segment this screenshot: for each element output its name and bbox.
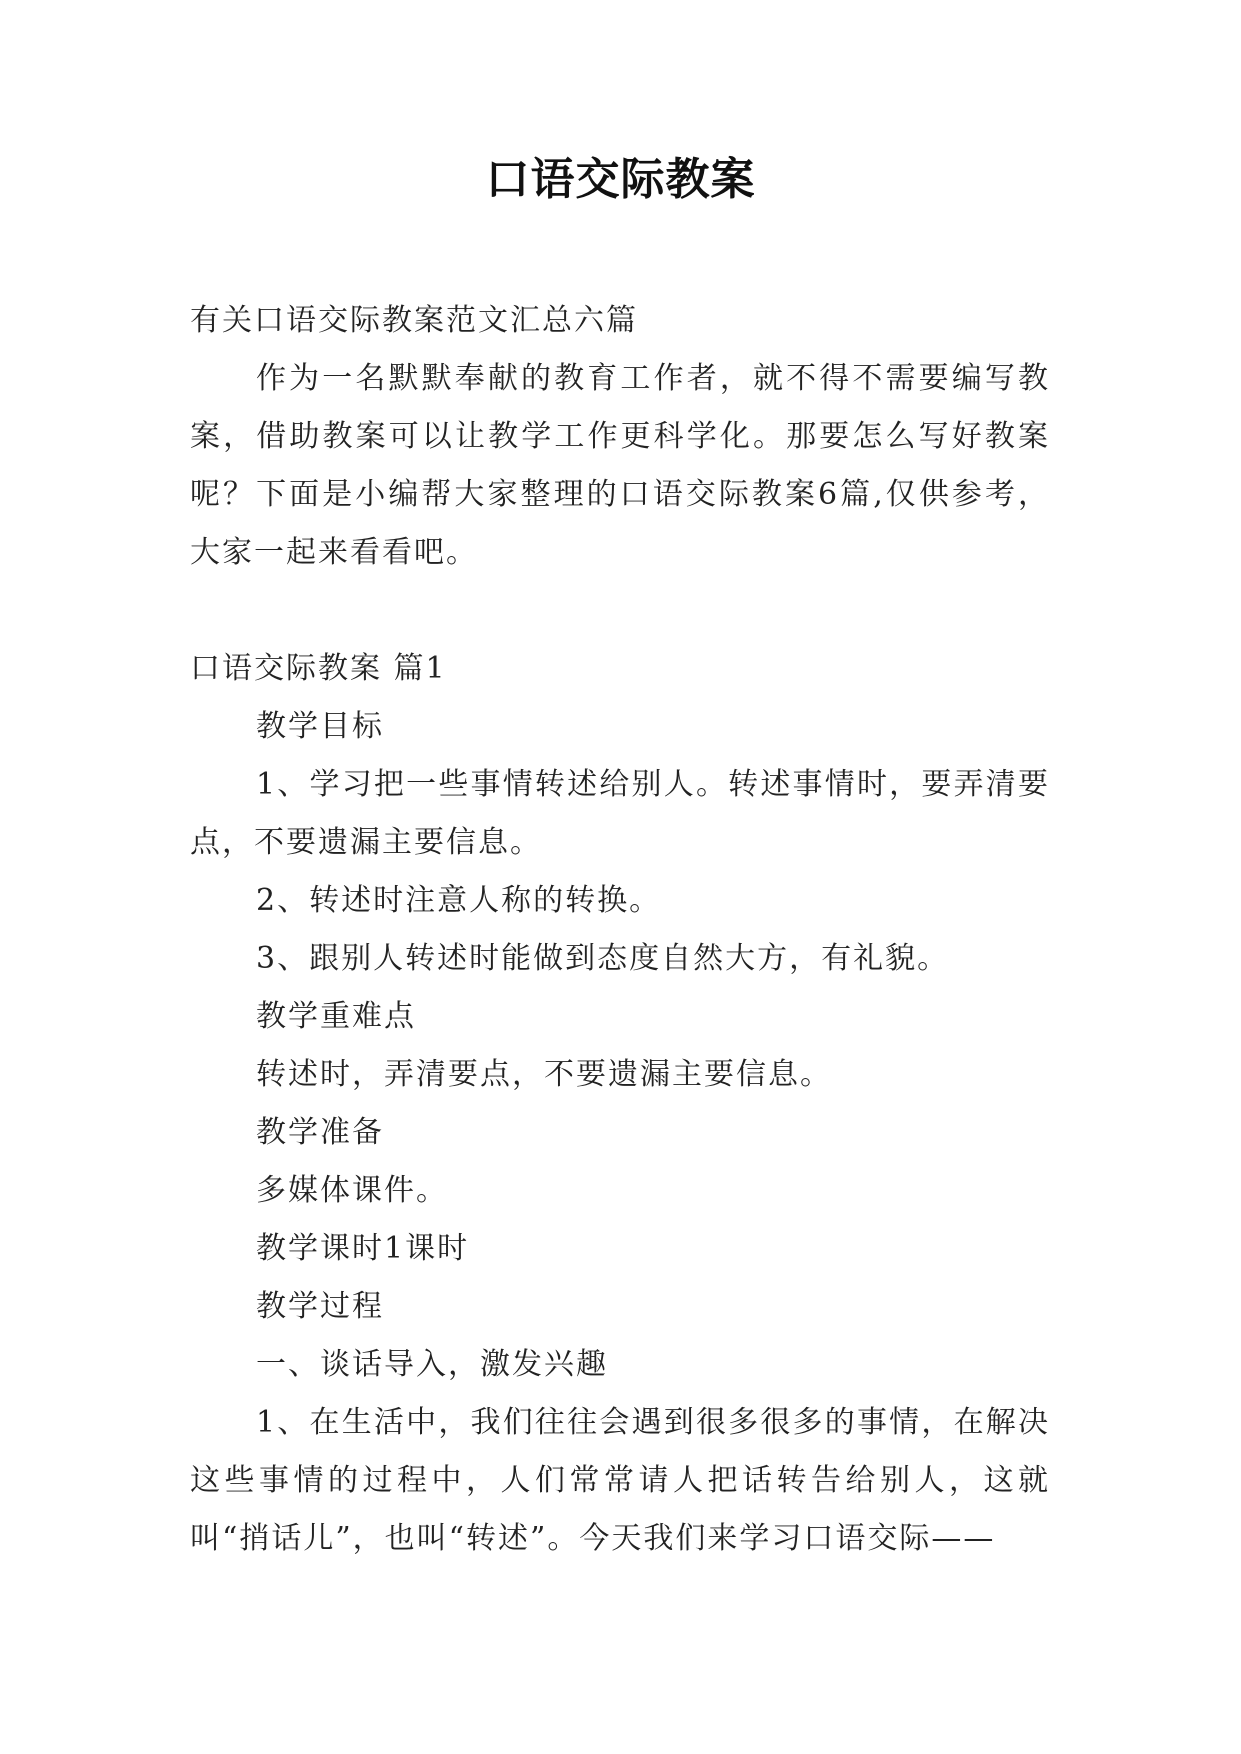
document-subtitle: 有关口语交际教案范文汇总六篇 xyxy=(190,303,638,338)
goal-item-1: 1、学习把一些事情转述给别人。转述事情时，要弄清要点，不要遗漏主要信息。 xyxy=(190,767,1050,860)
document-body xyxy=(190,292,1050,1568)
class-hours-text: 教学课时1课时 xyxy=(256,1231,470,1266)
heading-process: 教学过程 xyxy=(256,1289,384,1324)
process-step-1-heading: 一、谈话导入，激发兴趣 xyxy=(256,1347,608,1382)
preparation-text: 多媒体课件。 xyxy=(256,1173,448,1208)
key-points-text: 转述时，弄清要点，不要遗漏主要信息。 xyxy=(256,1057,832,1092)
intro-paragraph: 作为一名默默奉献的教育工作者，就不得不需要编写教案，借助教案可以让教学工作更科学化。那要怎么写好教案呢？下面是小编帮大家整理的口语交际教案6篇,仅供参考，大家一起来看看吧。 xyxy=(190,361,1050,570)
heading-preparation: 教学准备 xyxy=(256,1115,384,1150)
heading-teaching-goals: 教学目标 xyxy=(256,709,384,744)
goal-item-3: 3、跟别人转述时能做到态度自然大方，有礼貌。 xyxy=(256,941,950,976)
process-step-1-paragraph: 1、在生活中，我们往往会遇到很多很多的事情，在解决这些事情的过程中，人们常常请人把话转告给别人，这就叫“捎话儿”，也叫“转述”。今天我们来学习口语交际—— xyxy=(190,1405,1050,1556)
document-title: 口语交际教案 xyxy=(485,154,756,205)
goal-item-2: 2、转述时注意人称的转换。 xyxy=(256,883,662,918)
section-heading: 口语交际教案 篇1 xyxy=(190,651,447,686)
heading-key-points: 教学重难点 xyxy=(256,999,416,1034)
